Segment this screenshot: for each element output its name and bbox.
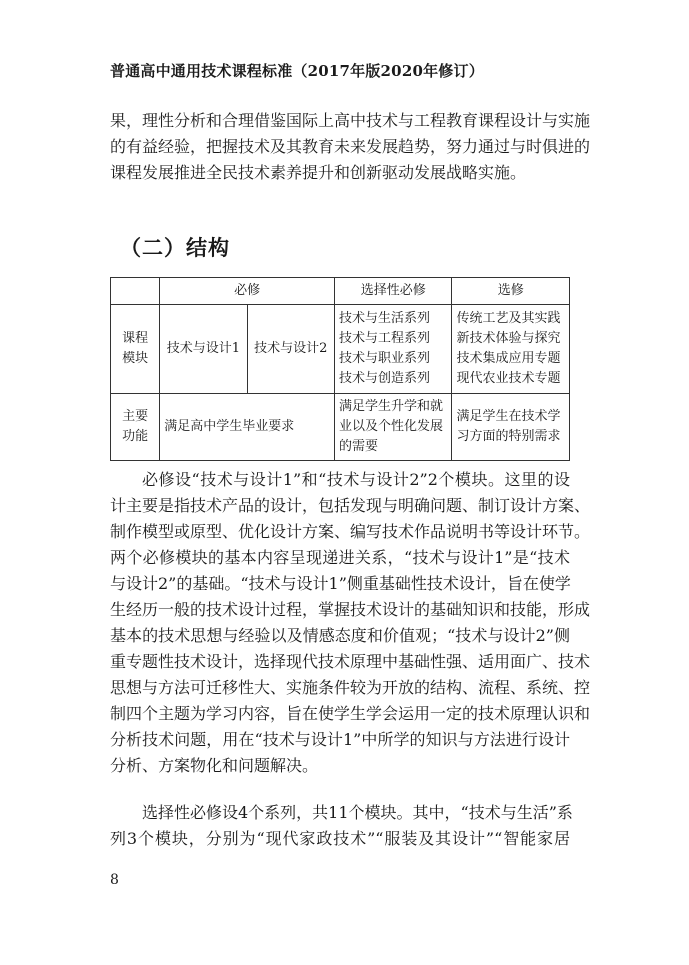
table-row-modules [111,305,570,394]
text-line: 基本的技术思想与经验以及情感态度和价值观；“技术与设计2”侧 [110,626,570,645]
elective-function: 满足学生在技术学习方面的特别需求 [452,394,570,461]
list-item: 现代农业技术专题 [456,371,561,386]
list-item: 技术与创造系列 [338,371,430,386]
running-header: 普通高中通用技术课程标准（2017年版2020年修订） [110,62,484,80]
elective-required-modules [334,305,452,394]
structure-table [110,277,570,461]
list-item: 技术与工程系列 [338,331,430,346]
text-line: 计主要是指技术产品的设计，包括发现与明确问题、制订设计方案、 [110,496,591,515]
text-line: 重专题性技术设计，选择现代技术原理中基础性强、适用面广、技术 [110,652,591,671]
intro-paragraph [110,108,591,186]
required-function: 满足高中学生毕业要求 [160,394,335,461]
text-line: 思想与方法可迁移性大、实施条件较为开放的结构、流程、系统、控 [110,678,591,697]
text-line: 与设计2”的基础。“技术与设计1”侧重基础性技术设计，旨在使学 [110,574,571,593]
text-line: 分析技术问题，用在“技术与设计1”中所学的知识与方法进行设计 [110,730,570,749]
text-line: 的有益经验，把握技术及其教育未来发展趋势，努力通过与时俱进的 [110,137,591,156]
header-elective-required: 选择性必修 [334,278,452,305]
table-header-row [111,278,570,305]
elective-modules [452,305,570,394]
section-heading: （二）结构 [120,235,230,260]
text-line: 分析、方案物化和问题解决。 [110,756,319,775]
body-paragraph-1 [110,467,591,779]
body-paragraph-2 [110,800,573,852]
text-line: 必修设“技术与设计1”和“技术与设计2”2个模块。这里的设 [142,470,570,489]
elective-required-function: 满足学生升学和就业以及个性化发展的需要 [334,394,452,461]
text-line: 两个必修模块的基本内容呈现递进关系，“技术与设计1”是“技术 [110,548,570,567]
table-row-functions [111,394,570,461]
row-label-functions: 主要 功能 [111,394,160,461]
text-line: 课程发展推进全民技术素养提升和创新驱动发展战略实施。 [110,163,527,182]
header-required: 必修 [160,278,335,305]
list-item: 技术集成应用专题 [456,351,561,366]
required-module-2: 技术与设计2 [247,305,334,394]
text-line: 果，理性分析和合理借鉴国际上高中技术与工程教育课程设计与实施 [110,111,591,130]
list-item: 传统工艺及其实践 [456,311,561,326]
header-elective: 选修 [452,278,570,305]
list-item: 技术与生活系列 [338,311,430,326]
list-item: 技术与职业系列 [338,351,430,366]
text-line: 制作模型或原型、优化设计方案、编写技术作品说明书等设计环节。 [110,522,591,541]
text-line: 制四个主题为学习内容，旨在使学生学会运用一定的技术原理认识和 [110,704,591,723]
row-label-modules: 课程 模块 [111,305,160,394]
text-line: 列3个模块，分别为“现代家政技术”“服装及其设计”“智能家居 [110,829,570,848]
list-item: 新技术体验与探究 [456,331,561,346]
text-line: 选择性必修设4个系列，共11个模块。其中，“技术与生活”系 [142,803,573,822]
page-number: 8 [110,872,119,888]
text-line: 生经历一般的技术设计过程，掌握技术设计的基础知识和技能，形成 [110,600,591,619]
table-corner-cell [111,278,160,305]
required-module-1: 技术与设计1 [160,305,247,394]
